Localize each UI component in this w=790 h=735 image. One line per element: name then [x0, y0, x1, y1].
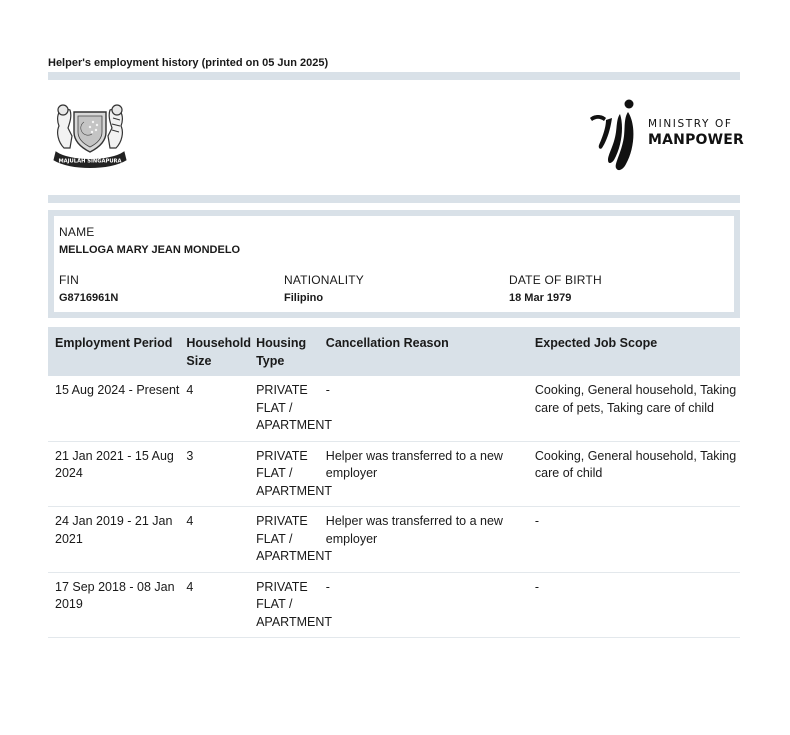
singapore-crest-icon — [50, 98, 130, 170]
mom-logo — [588, 98, 745, 174]
mom-line2: MANPOWER — [648, 131, 745, 148]
table-header-row — [48, 327, 740, 376]
cell-housing-type: PRIVATE FLAT / APARTMENT — [256, 572, 326, 638]
cell-housing-type: PRIVATE FLAT / APARTMENT — [256, 507, 326, 573]
cell-household-size: 4 — [186, 572, 256, 638]
header-divider-bottom — [48, 195, 740, 203]
cell-cancellation-reason: - — [326, 376, 535, 441]
header-cancellation-reason: Cancellation Reason — [326, 327, 535, 376]
cell-period: 24 Jan 2019 - 21 Jan 2021 — [48, 507, 186, 573]
mom-line1: MINISTRY OF — [648, 118, 733, 130]
fin-label: FIN — [59, 273, 79, 287]
cell-period: 17 Sep 2018 - 08 Jan 2019 — [48, 572, 186, 638]
table-row — [48, 376, 740, 441]
cell-household-size: 4 — [186, 376, 256, 441]
cell-job-scope: Cooking, General household, Taking care of pets, Taking care of child — [535, 376, 740, 441]
header-housing-type: Housing Type — [256, 327, 326, 376]
cell-household-size: 3 — [186, 441, 256, 507]
table-row — [48, 572, 740, 638]
fin-value: G8716961N — [59, 292, 119, 304]
table-row — [48, 507, 740, 573]
name-label: NAME — [59, 225, 95, 239]
table-row — [48, 441, 740, 507]
document-title: Helper's employment history (printed on 05 Jun 2025) — [48, 57, 329, 69]
cell-housing-type: PRIVATE FLAT / APARTMENT — [256, 376, 326, 441]
cell-household-size: 4 — [186, 507, 256, 573]
cell-cancellation-reason: Helper was transferred to a new employer — [326, 441, 535, 507]
cell-job-scope: - — [535, 572, 740, 638]
header-expected-job-scope: Expected Job Scope — [535, 327, 740, 376]
employment-history-table — [48, 327, 740, 638]
cell-period: 21 Jan 2021 - 15 Aug 2024 — [48, 441, 186, 507]
nationality-value: Filipino — [284, 292, 324, 304]
cell-job-scope: Cooking, General household, Taking care of child — [535, 441, 740, 507]
header-divider-top — [48, 72, 740, 80]
cell-cancellation-reason: Helper was transferred to a new employer — [326, 507, 535, 573]
mom-wordmark — [648, 119, 744, 147]
cell-job-scope: - — [535, 507, 740, 573]
mom-figure-icon — [588, 98, 646, 174]
crest-motto: MAJULAH SINGAPURA — [58, 158, 122, 165]
nationality-label: NATIONALITY — [284, 273, 364, 287]
header-household-size: Household Size — [186, 327, 256, 376]
dob-label: DATE OF BIRTH — [509, 273, 602, 287]
helper-info-panel — [48, 210, 740, 318]
cell-period: 15 Aug 2024 - Present — [48, 376, 186, 441]
dob-value: 18 Mar 1979 — [509, 292, 572, 304]
name-value: MELLOGA MARY JEAN MONDELO — [59, 244, 241, 256]
cell-cancellation-reason: - — [326, 572, 535, 638]
cell-housing-type: PRIVATE FLAT / APARTMENT — [256, 441, 326, 507]
header-employment-period: Employment Period — [48, 327, 186, 376]
